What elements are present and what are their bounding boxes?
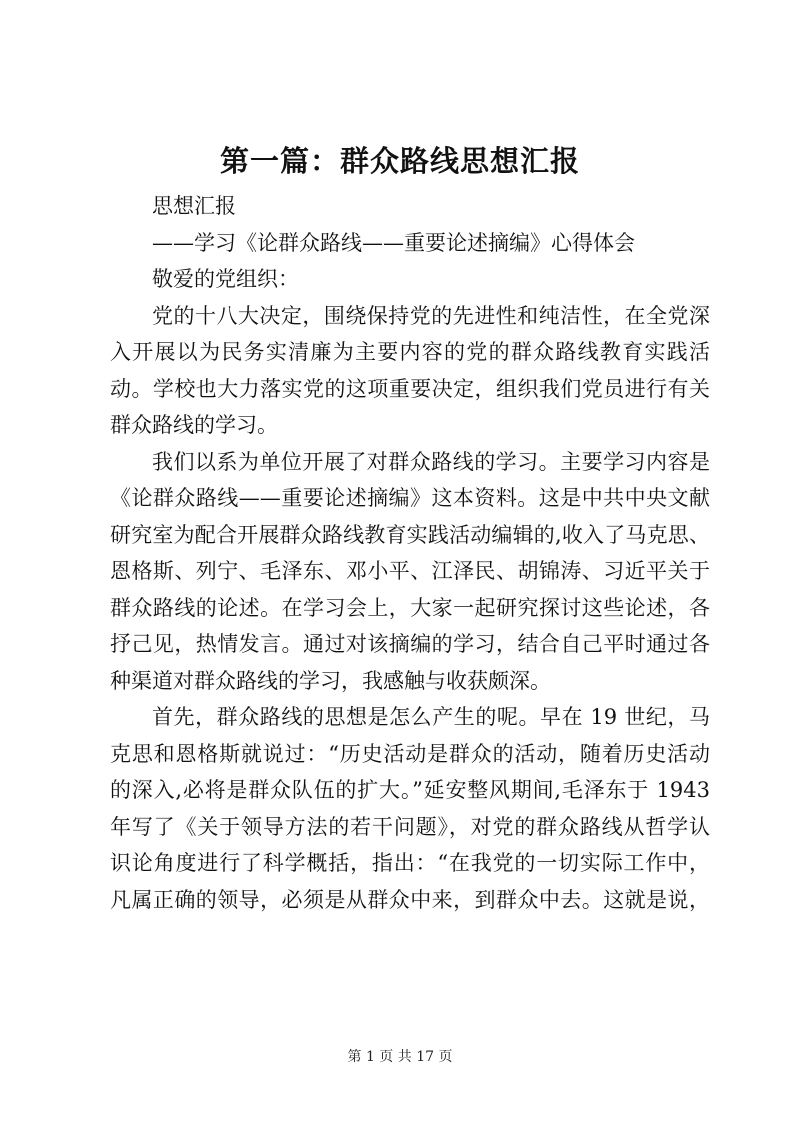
text-line: 敬爱的党组织： xyxy=(152,267,299,291)
text-line: 群众路线的学习。 xyxy=(110,413,278,437)
text-line: 种渠道对群众路线的学习，我感触与收获颇深。 xyxy=(110,668,551,693)
text-line: 我们以系为单位开展了对群众路线的学习。主要学习内容是 xyxy=(152,449,710,474)
text-line: 首先，群众路线的思想是怎么产生的呢。早在 19 世纪，马 xyxy=(152,705,710,729)
text-line: 入开展以为民务实清廉为主要内容的党的群众路线教育实践活 xyxy=(110,340,710,364)
text-line: 抒己见，热情发言。通过对该摘编的学习，结合自己平时通过各 xyxy=(110,632,710,656)
text-line: 识论角度进行了科学概括，指出：“在我党的一切实际工作中， xyxy=(110,851,710,875)
text-line: 的深入,必将是群众队伍的扩大。”延安整风期间,毛泽东于 1943 xyxy=(110,778,710,802)
text-line: 群众路线的论述。在学习会上，大家一起研究探讨这些论述，各 xyxy=(110,595,710,620)
text-line: 《论群众路线——重要论述摘编》这本资料。这是中共中央文献 xyxy=(110,486,710,510)
text-line: 党的十八大决定，围绕保持党的先进性和纯洁性，在全党深 xyxy=(152,303,710,328)
text-line: 恩格斯、列宁、毛泽东、邓小平、江泽民、胡锦涛、习近平关于 xyxy=(110,559,710,583)
text-line: ——学习《论群众路线——重要论述摘编》心得体会 xyxy=(152,230,635,255)
text-line: 年写了《关于领导方法的若干问题》，对党的群众路线从哲学认 xyxy=(110,814,710,839)
page-number-footer: 第 1 页 共 17 页 xyxy=(347,1049,453,1065)
text-line: 思想汇报 xyxy=(152,194,236,218)
document-title: 第一篇：群众路线思想汇报 xyxy=(219,144,580,178)
text-line: 凡属正确的领导，必须是从群众中来，到群众中去。这就是说， xyxy=(110,887,710,912)
text-line: 动。学校也大力落实党的这项重要决定，组织我们党员进行有关 xyxy=(110,376,710,401)
document-body xyxy=(110,188,710,918)
text-line: 研究室为配合开展群众路线教育实践活动编辑的,收入了马克思、 xyxy=(110,522,710,547)
text-line: 克思和恩格斯就说过：“历史活动是群众的活动，随着历史活动 xyxy=(110,741,710,766)
